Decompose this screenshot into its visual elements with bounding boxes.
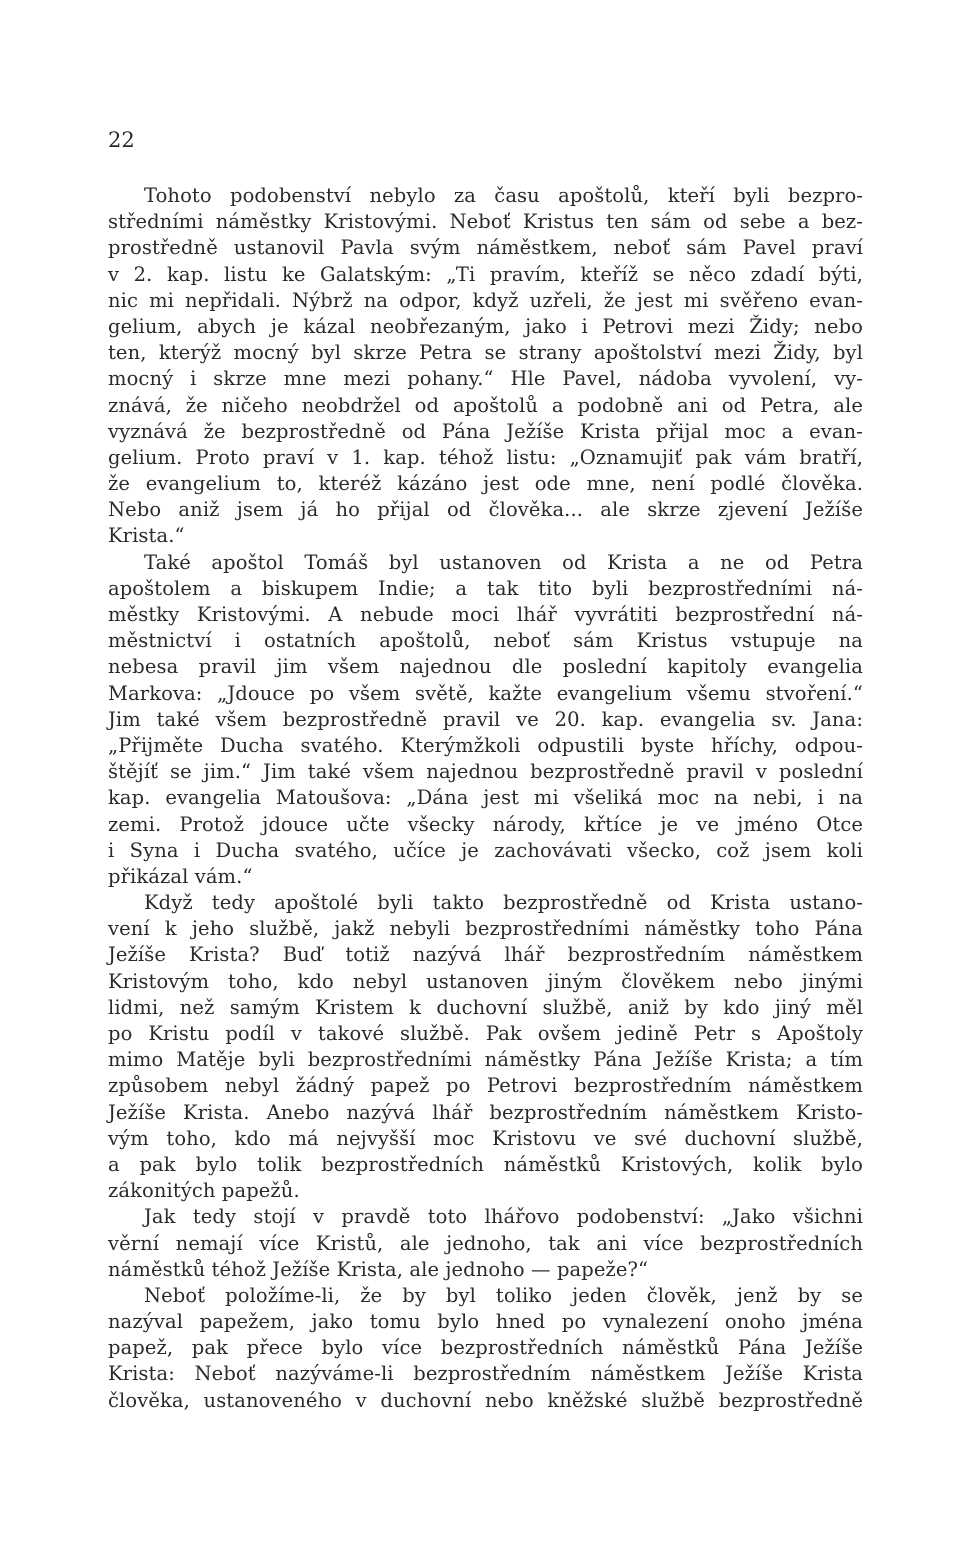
text-line: Také apoštol Tomáš byl ustanoven od Krista a ne od Petra bbox=[144, 550, 863, 574]
text-line: v 2. kap. listu ke Galatským: „Ti pravím, kteříž se něco zdadí býti, bbox=[108, 262, 863, 286]
text-line: nic mi nepřidali. Nýbrž na odpor, když uzřeli, že jest mi svěřeno evan- bbox=[108, 288, 863, 312]
text-line: zákonitých papežů. bbox=[108, 1179, 300, 1203]
text-line: papež, pak přece bylo více bezprostředních náměstků Pána Ježíše bbox=[108, 1336, 863, 1360]
text-line: znává, že ničeho neobdržel od apoštolů a podobně ani od Petra, ale bbox=[108, 393, 863, 417]
text-line: ten, kterýž mocný byl skrze Petra se strany apoštolství mezi Židy, byl bbox=[108, 341, 863, 365]
text-line: Krista: Neboť nazýváme-li bezprostředním náměstkem Ježíše Krista bbox=[108, 1362, 863, 1386]
text-line: gelium, abych je kázal neobřezaným, jako i Petrovi mezi Židy; nebo bbox=[108, 314, 863, 338]
text-line: způsobem nebyl žádný papež po Petrovi bezprostředním náměstkem bbox=[108, 1074, 863, 1098]
text-line: věrní nemají více Kristů, ale jednoho, tak ani více bezprostředních bbox=[108, 1231, 863, 1255]
text-line: nebesa pravil jim všem najednou dle poslední kapitoly evangelia bbox=[108, 655, 863, 679]
text-line: Jim také všem bezprostředně pravil ve 20. kap. evangelia sv. Jana: bbox=[108, 707, 863, 731]
page-number: 22 bbox=[108, 128, 135, 152]
text-line: Jak tedy stojí v pravdě toto lhářovo podobenství: „Jako všichni bbox=[144, 1205, 863, 1229]
text-line: Tohoto podobenství nebylo za času apoštolů, kteří byli bezpro- bbox=[144, 184, 863, 207]
text-line: přikázal vám.“ bbox=[108, 864, 253, 888]
text-line: mocný i skrze mne mezi pohany.“ Hle Pavel, nádoba vyvolení, vy- bbox=[108, 367, 863, 391]
text-line: náměstků téhož Ježíše Krista, ale jednoho — papeže?“ bbox=[108, 1257, 649, 1281]
text-line: Když tedy apoštolé byli takto bezprostředně od Krista ustano- bbox=[144, 891, 863, 915]
text-line: nazýval papežem, jako tomu bylo hned po vynalezení onoho jména bbox=[108, 1310, 863, 1334]
text-line: Neboť položíme-li, že by byl toliko jeden člověk, jenž by se bbox=[144, 1283, 863, 1307]
text-line: „Přijměte Ducha svatého. Kterýmžkoli odpustili byste hříchy, odpou- bbox=[108, 733, 863, 757]
text-line: i Syna i Ducha svatého, učíce je zachovávati všecko, což jsem koli bbox=[108, 838, 863, 862]
text-line: Nebo aniž jsem já ho přijal od člověka... ale skrze zjevení Ježíše bbox=[108, 498, 863, 522]
text-line: apoštolem a biskupem Indie; a tak tito byli bezprostředními ná- bbox=[108, 576, 863, 600]
text-line: městky Kristovými. A nebude moci lhář vyvrátiti bezprostřední ná- bbox=[108, 603, 863, 626]
text-line: zemi. Protož jdouce učte všecky národy, křtíce je ve jméno Otce bbox=[108, 812, 863, 836]
text-line: Markova: „Jdouce po všem světě, kažte evangelium všemu stvoření.“ bbox=[108, 681, 863, 705]
text-line: středními náměstky Kristovými. Neboť Kristus ten sám od sebe a bez- bbox=[108, 210, 863, 234]
text-line: že evangelium to, kteréž kázáno jest ode mne, není podlé člověka. bbox=[108, 472, 863, 496]
text-line: Krista.“ bbox=[108, 524, 185, 548]
text-line: člověka, ustanoveného v duchovní nebo kněžské službě bezprostředně bbox=[108, 1388, 863, 1412]
body-text bbox=[108, 183, 863, 1414]
text-line: vým toho, kdo má nejvyšší moc Kristovu ve své duchovní službě, bbox=[108, 1126, 863, 1150]
text-line: lidmi, než samým Kristem k duchovní službě, aniž by kdo jiný měl bbox=[108, 995, 863, 1019]
text-line: vyznává že bezprostředně od Pána Ježíše Krista přijal moc a evan- bbox=[108, 419, 863, 443]
text-line: štějíť se jim.“ Jim také všem najednou bezprostředně pravil v poslední bbox=[108, 760, 863, 784]
text-line: a pak bylo tolik bezprostředních náměstků Kristových, kolik bylo bbox=[108, 1152, 863, 1176]
text-line: Ježíše Krista? Buď totiž nazývá lhář bezprostředním náměstkem bbox=[108, 943, 863, 967]
text-line: gelium. Proto praví v 1. kap. téhož listu: „Oznamujiť pak vám bratří, bbox=[108, 445, 863, 469]
text-line: vení k jeho službě, jakž nebyli bezprostředními náměstky toho Pána bbox=[108, 917, 863, 941]
text-line: po Kristu podíl v takové službě. Pak ovšem jedině Petr s Apoštoly bbox=[108, 1022, 863, 1045]
text-line: Ježíše Krista. Anebo nazývá lhář bezprostředním náměstkem Kristo- bbox=[108, 1100, 863, 1124]
text-line: kap. evangelia Matoušova: „Dána jest mi všeliká moc na nebi, i na bbox=[108, 786, 863, 810]
text-line: mimo Matěje byli bezprostředními náměstky Pána Ježíše Krista; a tím bbox=[108, 1048, 863, 1072]
text-line: městnictví i ostatních apoštolů, neboť sám Kristus vstupuje na bbox=[108, 629, 863, 653]
text-line: prostředně ustanovil Pavla svým náměstkem, neboť sám Pavel praví bbox=[108, 236, 863, 260]
text-line: Kristovým toho, kdo nebyl ustanoven jiným člověkem nebo jinými bbox=[108, 969, 863, 993]
